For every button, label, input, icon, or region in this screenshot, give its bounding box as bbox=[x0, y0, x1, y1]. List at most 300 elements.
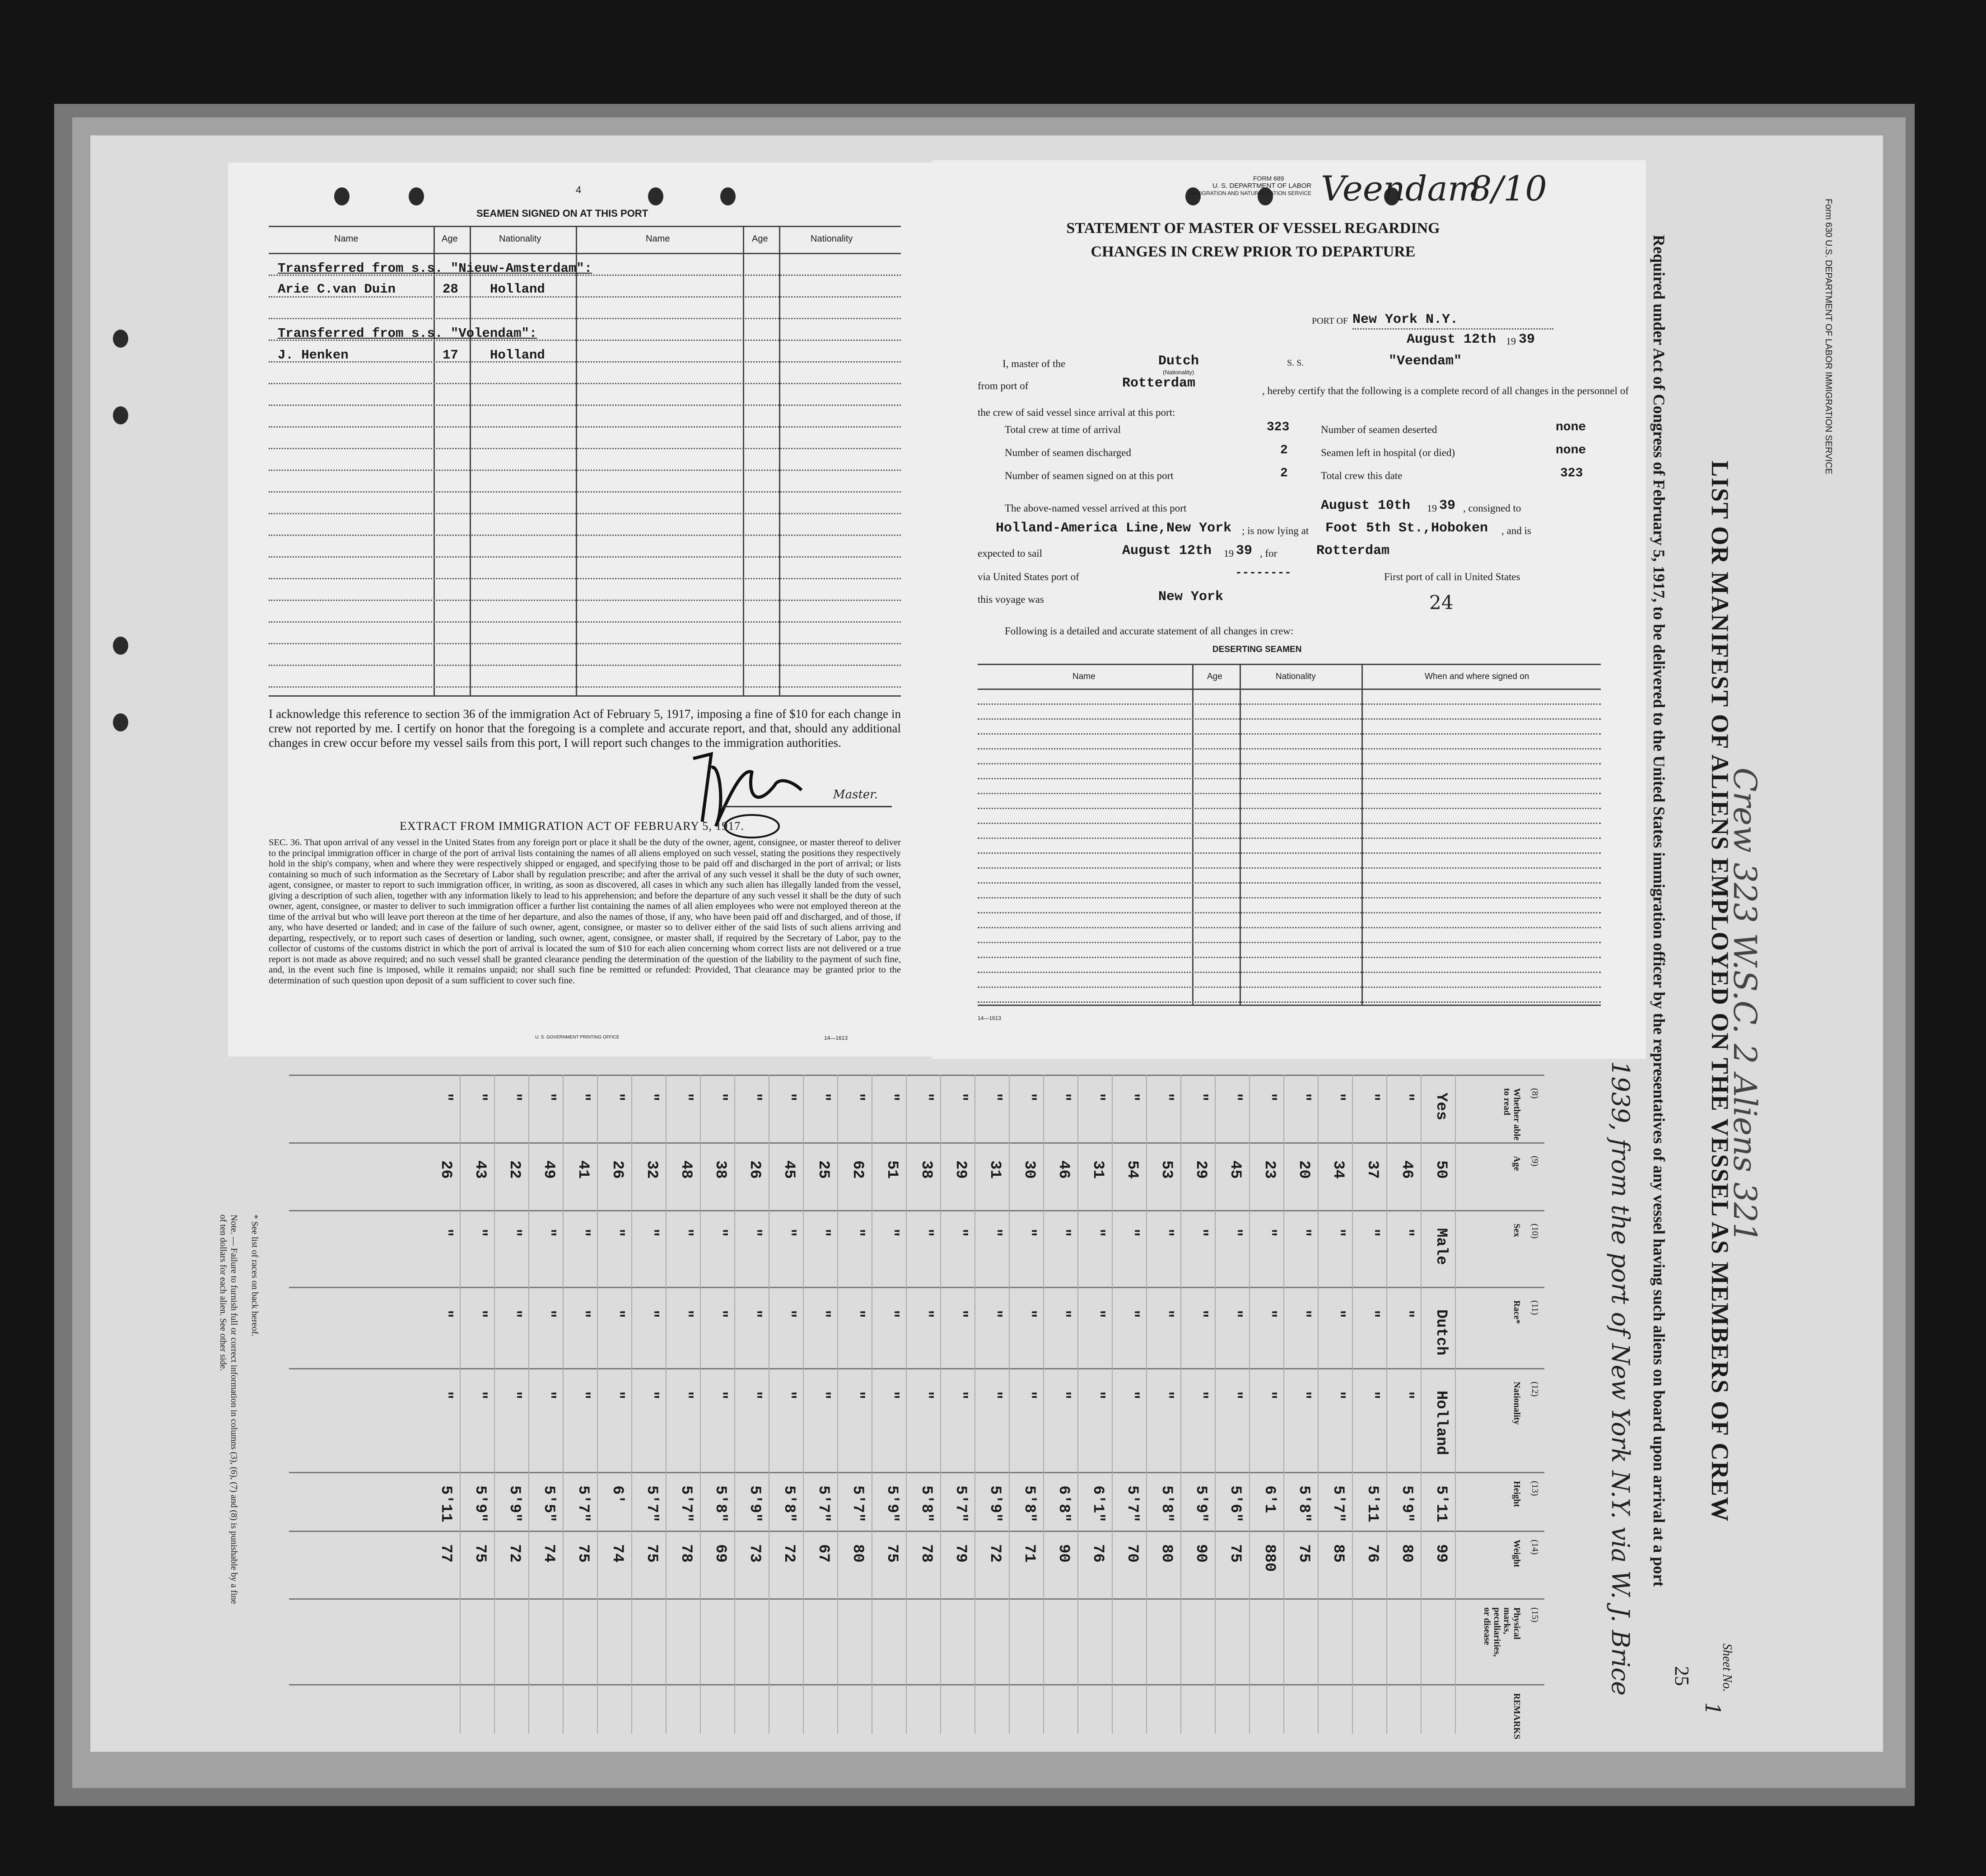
manifest-cell-age: 23 bbox=[1261, 1160, 1278, 1179]
manifest-cell-weight: 75 bbox=[471, 1544, 489, 1563]
manifest-cell-race: " bbox=[609, 1309, 626, 1319]
master-of-label: I, master of the bbox=[1002, 358, 1066, 369]
stat-label: Seamen left in hospital (or died) bbox=[1321, 447, 1455, 458]
manifest-cell-sex: " bbox=[986, 1228, 1003, 1238]
manifest-cell-nat: " bbox=[986, 1391, 1003, 1400]
table-rule bbox=[269, 643, 901, 644]
table-rule bbox=[978, 987, 1601, 988]
stat-label: Number of seamen discharged bbox=[1005, 447, 1131, 458]
manifest-cell-sex: " bbox=[643, 1228, 660, 1238]
manifest-cell-sex: " bbox=[574, 1228, 592, 1238]
sheet-label: Sheet No. bbox=[1720, 1643, 1734, 1692]
manifest-cell-sex: " bbox=[677, 1228, 695, 1238]
manifest-cell-nat: " bbox=[849, 1391, 866, 1400]
table-rule bbox=[978, 733, 1601, 735]
manifest-cell-read: " bbox=[1329, 1093, 1347, 1102]
manifest-cell-height: 5'7" bbox=[849, 1485, 866, 1522]
table-rule bbox=[978, 972, 1601, 973]
manifest-cell-weight: 76 bbox=[1089, 1544, 1106, 1563]
binding-hole bbox=[113, 637, 128, 655]
via-port: -------- bbox=[1235, 566, 1291, 579]
footnote-races: * See list of races on back hereof. bbox=[250, 1215, 260, 1336]
table-rule bbox=[269, 535, 901, 536]
manifest-cell-height: 5'9" bbox=[1192, 1485, 1209, 1522]
manifest-cell-nat: " bbox=[1364, 1391, 1381, 1400]
manifest-header-label: REMARKS bbox=[1512, 1693, 1522, 1740]
footnote-note: Note. — Failure to furnish full or correct information in columns (3), (6), (7) and (8) is punishable by a fine of ten dollars for each alien. See other side. bbox=[218, 1215, 239, 1604]
right-page bbox=[932, 160, 1646, 1059]
manifest-cell-nat: " bbox=[1329, 1391, 1347, 1400]
manifest-cell-sex: " bbox=[609, 1228, 626, 1238]
manifest-cell-race: " bbox=[1055, 1309, 1072, 1319]
manifest-cell-age: 38 bbox=[918, 1160, 935, 1179]
manifest-cell-race: " bbox=[677, 1309, 695, 1319]
manifest-header-num: (13) bbox=[1530, 1481, 1540, 1496]
manifest-cell-age: 34 bbox=[1329, 1160, 1347, 1179]
manifest-header-num: (9) bbox=[1530, 1156, 1540, 1167]
manifest-header-label: Race* bbox=[1512, 1300, 1522, 1324]
manifest-row-rule bbox=[1180, 1075, 1181, 1734]
manifest-cell-height: 5'7" bbox=[952, 1485, 969, 1522]
table-rule bbox=[269, 405, 901, 406]
manifest-cell-age: 26 bbox=[609, 1160, 626, 1179]
arrived-year: 39 bbox=[1439, 498, 1456, 513]
manifest-cell-read: " bbox=[1089, 1093, 1106, 1102]
manifest-cell-race: " bbox=[643, 1309, 660, 1319]
manifest-cell-nat: " bbox=[540, 1391, 557, 1400]
manifest-cell-weight: 72 bbox=[780, 1544, 797, 1563]
manifest-cell-age: 26 bbox=[746, 1160, 763, 1179]
manifest-cell-height: 5'5" bbox=[540, 1485, 557, 1522]
manifest-cell-sex: Male bbox=[1432, 1228, 1450, 1265]
manifest-cell-read: " bbox=[1124, 1093, 1141, 1102]
manifest-cell-weight: 74 bbox=[540, 1544, 557, 1563]
sail-date: August 12th bbox=[1122, 543, 1212, 559]
table-rule bbox=[269, 491, 901, 493]
manifest-column-rule bbox=[289, 1684, 1544, 1685]
table-rule bbox=[978, 912, 1601, 913]
manifest-cell-sex: " bbox=[1089, 1228, 1106, 1238]
manifest-cell-sex: " bbox=[849, 1228, 866, 1238]
port-label: PORT OF bbox=[1312, 316, 1348, 326]
arrived-date: August 10th bbox=[1321, 498, 1411, 513]
manifest-cell-age: 25 bbox=[815, 1160, 832, 1179]
manifest-cell-read: " bbox=[746, 1093, 763, 1102]
stat-label: Number of seamen signed on at this port bbox=[1005, 470, 1174, 481]
manifest-cell-nat: " bbox=[1158, 1391, 1175, 1400]
manifest-cell-read: " bbox=[780, 1093, 797, 1102]
table-rule bbox=[269, 318, 901, 319]
manifest-cell-read: " bbox=[1192, 1093, 1209, 1102]
manifest-cell-age: 50 bbox=[1432, 1160, 1450, 1179]
manifest-header-num: (14) bbox=[1530, 1540, 1540, 1555]
manifest-cell-race: " bbox=[1364, 1309, 1381, 1319]
manifest-row-rule bbox=[1043, 1075, 1044, 1734]
manifest-column-rule bbox=[289, 1075, 1544, 1076]
manifest-cell-sex: " bbox=[1364, 1228, 1381, 1238]
manifest-cell-age: 46 bbox=[1055, 1160, 1072, 1179]
manifest-row-rule bbox=[494, 1075, 495, 1734]
manifest-column-rule bbox=[289, 1368, 1544, 1369]
manifest-cell-weight: 75 bbox=[1226, 1544, 1244, 1563]
nationality-caption: (Nationality) bbox=[1163, 369, 1194, 376]
section-heading: SEAMEN SIGNED ON AT THIS PORT bbox=[476, 208, 648, 219]
manifest-cell-nat: " bbox=[1226, 1391, 1244, 1400]
manifest-cell-age: 32 bbox=[643, 1160, 660, 1179]
handwritten-date: 8/10 bbox=[1470, 168, 1547, 209]
sail-year-prefix: 19 bbox=[1224, 548, 1234, 559]
manifest-cell-weight: 75 bbox=[643, 1544, 660, 1563]
manifest-cell-race: " bbox=[849, 1309, 866, 1319]
manifest-header-label: Age bbox=[1512, 1156, 1522, 1171]
manifest-cell-sex: " bbox=[883, 1228, 900, 1238]
table-rule bbox=[978, 763, 1601, 764]
manifest-header-num: (8) bbox=[1530, 1088, 1540, 1099]
manifest-cell-age: 43 bbox=[471, 1160, 489, 1179]
manifest-cell-read: " bbox=[643, 1093, 660, 1102]
manifest-cell-height: 5'9" bbox=[1398, 1485, 1415, 1522]
manifest-cell-height: 5'9" bbox=[746, 1485, 763, 1522]
manifest-cell-height: 5'6" bbox=[1226, 1485, 1244, 1522]
certify-text: , hereby certify that the following is a complete record of all changes in the personnel of the crew of said vessel since arrival at this port: bbox=[978, 385, 1629, 418]
from-port-label: from port of bbox=[978, 380, 1029, 391]
manifest-row-rule bbox=[734, 1075, 735, 1734]
punch-hole bbox=[334, 187, 350, 205]
manifest-cell-race: " bbox=[1295, 1309, 1312, 1319]
table-rule bbox=[269, 513, 901, 514]
manifest-row-rule bbox=[1283, 1075, 1284, 1734]
manifest-cell-sex: " bbox=[1192, 1228, 1209, 1238]
manifest-cell-read: " bbox=[471, 1093, 489, 1102]
manifest-cell-race: " bbox=[883, 1309, 900, 1319]
manifest-cell-weight: 73 bbox=[746, 1544, 763, 1563]
table-rule bbox=[978, 823, 1601, 824]
manifest-cell-age: 54 bbox=[1124, 1160, 1141, 1179]
manifest-cell-read: " bbox=[883, 1093, 900, 1102]
manifest-row-rule bbox=[563, 1075, 564, 1734]
deserting-seamen-table bbox=[978, 664, 1601, 1005]
manifest-cell-height: 5'11 bbox=[1364, 1485, 1381, 1522]
stat-value: 2 bbox=[1280, 466, 1288, 480]
manifest-cell-read: " bbox=[1261, 1093, 1278, 1102]
table-rule bbox=[978, 838, 1601, 839]
service: IMMIGRATION AND NATURALIZATION SERVICE bbox=[1190, 190, 1312, 196]
table-rule bbox=[269, 470, 901, 471]
manifest-header-label: Weight bbox=[1512, 1540, 1522, 1568]
col-header-nationality-2: Nationality bbox=[811, 234, 853, 244]
manifest-cell-age: 29 bbox=[1192, 1160, 1209, 1179]
manifest-cell-age: 30 bbox=[1021, 1160, 1038, 1179]
form-number: FORM 689 bbox=[1253, 175, 1284, 182]
manifest-cell-age: 31 bbox=[986, 1160, 1003, 1179]
manifest-cell-height: 6'1 bbox=[1261, 1485, 1278, 1513]
manifest-form-block bbox=[1823, 199, 1833, 334]
manifest-cell-height: 5'7" bbox=[677, 1485, 695, 1522]
manifest-cell-weight: 74 bbox=[609, 1544, 626, 1563]
punch-hole bbox=[720, 187, 736, 205]
manifest-cell-read: " bbox=[1055, 1093, 1072, 1102]
following-label: Following is a detailed and accurate statement of all changes in crew: bbox=[1005, 625, 1294, 637]
manifest-cell-height: 5'8" bbox=[780, 1485, 797, 1522]
manifest-cell-read: Yes bbox=[1432, 1093, 1450, 1121]
form-code: 14—1613 bbox=[824, 1035, 848, 1041]
manifest-cell-race: " bbox=[815, 1309, 832, 1319]
manifest-cell-weight: 880 bbox=[1261, 1544, 1278, 1572]
manifest-cell-weight: 77 bbox=[437, 1544, 454, 1563]
manifest-cell-race: " bbox=[1261, 1309, 1278, 1319]
table-rule bbox=[269, 621, 901, 623]
handwritten-margin-note: Crew 323 W.S.C. 2 Aliens 321 bbox=[1726, 768, 1763, 1243]
manifest-cell-nat: " bbox=[952, 1391, 969, 1400]
table-rule bbox=[269, 556, 901, 558]
manifest-cell-race: " bbox=[437, 1309, 454, 1319]
manifest-cell-height: 5'9" bbox=[471, 1485, 489, 1522]
manifest-cell-weight: 80 bbox=[1158, 1544, 1175, 1563]
manifest-cell-sex: " bbox=[746, 1228, 763, 1238]
manifest-cell-nat: " bbox=[1021, 1391, 1038, 1400]
printer-line: U. S. GOVERNMENT PRINTING OFFICE bbox=[535, 1035, 620, 1040]
manifest-cell-sex: " bbox=[1295, 1228, 1312, 1238]
manifest-cell-age: 37 bbox=[1364, 1160, 1381, 1179]
manifest-cell-nat: " bbox=[1398, 1391, 1415, 1400]
manifest-cell-age: 45 bbox=[780, 1160, 797, 1179]
manifest-cell-height: 5'11 bbox=[1432, 1485, 1450, 1522]
manifest-cell-weight: 79 bbox=[952, 1544, 969, 1563]
stat-value: none bbox=[1556, 420, 1586, 434]
manifest-cell-read: " bbox=[574, 1093, 592, 1102]
manifest-cell-race: " bbox=[1021, 1309, 1038, 1319]
stat-value: 323 bbox=[1267, 420, 1290, 434]
table-rule bbox=[978, 927, 1601, 928]
binding-hole bbox=[113, 406, 128, 424]
manifest-cell-nat: Holland bbox=[1432, 1391, 1450, 1455]
manifest-cell-height: 5'7" bbox=[574, 1485, 592, 1522]
manifest-cell-sex: " bbox=[1021, 1228, 1038, 1238]
manifest-header-num: (15) bbox=[1530, 1607, 1540, 1623]
manifest-cell-race: " bbox=[506, 1309, 523, 1319]
manifest-cell-height: 5'7" bbox=[815, 1485, 832, 1522]
manifest-cell-read: " bbox=[1364, 1093, 1381, 1102]
manifest-cell-weight: 75 bbox=[574, 1544, 592, 1563]
manifest-cell-age: 62 bbox=[849, 1160, 866, 1179]
punch-hole bbox=[409, 187, 424, 205]
manifest-cell-weight: 72 bbox=[506, 1544, 523, 1563]
table-rule bbox=[978, 778, 1601, 779]
manifest-cell-weight: 78 bbox=[918, 1544, 935, 1563]
manifest-cell-read: " bbox=[1295, 1093, 1312, 1102]
manifest-cell-nat: " bbox=[1261, 1391, 1278, 1400]
manifest-row-rule bbox=[1077, 1075, 1078, 1734]
sail-year: 39 bbox=[1236, 543, 1253, 559]
manifest-row-rule bbox=[1112, 1075, 1113, 1734]
table-rule bbox=[269, 600, 901, 601]
master-label: Master. bbox=[833, 788, 878, 801]
voyage-port: New York bbox=[1158, 589, 1224, 605]
table-row-name: J. Henken bbox=[278, 348, 349, 363]
manifest-header-num: (11) bbox=[1530, 1300, 1540, 1315]
manifest-cell-race: " bbox=[1226, 1309, 1244, 1319]
table-rule bbox=[978, 718, 1601, 720]
manifest-cell-weight: 67 bbox=[815, 1544, 832, 1563]
extract-text: SEC. 36. That upon arrival of any vessel in the United States from any foreign port or place it shall be the duty of the owner, agent, consignee, or master thereof to deliver to the principal immigration officer in charge of the port of arrival lists containing the names of all aliens employed on such vessel, stating the positions they respectively hold in the ship's company, when and where they were respectively shipped or engaged, and specifying those to be paid off and discharged in the port of arrival; or lists containing so much of such information as the Secretary of Labor shall by regulation prescribe; and after the arrival of any such vessel it shall be the duty of such owner, agent, consignee, or master to report to such immigration officer, in writing, as soon as discovered, all cases in which any such alien has illegally landed from the vessel, giving a description of such alien, together with any information likely to lead to his apprehension; and before the departure of any such vessel it shall be the duty of such owner, agent, consignee, or master to deliver to such immigration officer a further list containing the names of all alien employees who were not employed thereon at the time of the arrival but who will leave port thereon at the time of her departure, and also the names of those, if any, who have been paid off and discharged, and of those, if any, who have deserted or landed; and in case of the failure of such owner, agent, consignee, or master so to deliver either of the said lists of such aliens arriving and departing, respectively, or to report such cases of desertion or landing, such owner, agent, consignee, or master shall, if required by the Secretary of Labor, pay to the collector of customs of the customs district in which the port of arrival is located the sum of $10 for each alien concerning whom correct lists are not delivered or a true report is not made as above required; and no such vessel shall be granted clearance pending the determination of the question of the liability to the payment of such fine, and, in the event such fine is imposed, while it remains unpaid; nor shall such fine be remitted or refunded: Provided, That clearance may be granted prior to the determination of such question upon deposit of a sum sufficient to cover such fine. bbox=[269, 838, 901, 986]
manifest-cell-sex: " bbox=[1329, 1228, 1347, 1238]
year-prefix: 19 bbox=[1506, 335, 1516, 347]
punch-hole bbox=[648, 187, 663, 205]
manifest-cell-race: " bbox=[780, 1309, 797, 1319]
manifest-cell-race: " bbox=[712, 1309, 729, 1319]
manifest-header-num: (10) bbox=[1530, 1224, 1540, 1239]
manifest-page-number: 25 bbox=[1671, 1666, 1693, 1686]
table-rule bbox=[269, 686, 901, 688]
manifest-cell-height: 5'8" bbox=[1158, 1485, 1175, 1522]
manifest-cell-nat: " bbox=[609, 1391, 626, 1400]
manifest-cell-height: 5'8" bbox=[1295, 1485, 1312, 1522]
manifest-cell-read: " bbox=[437, 1093, 454, 1102]
expected-label: expected to sail bbox=[978, 548, 1043, 559]
stat-label: Total crew at time of arrival bbox=[1005, 424, 1121, 435]
manifest-row-rule bbox=[460, 1075, 461, 1734]
manifest-cell-sex: " bbox=[1158, 1228, 1175, 1238]
binding-hole bbox=[113, 713, 128, 731]
manifest-cell-sex: " bbox=[952, 1228, 969, 1238]
manifest-cell-race: " bbox=[1158, 1309, 1175, 1319]
manifest-cell-read: " bbox=[1158, 1093, 1175, 1102]
table-rule bbox=[978, 882, 1601, 884]
extract-title: EXTRACT FROM IMMIGRATION ACT OF FEBRUARY 5, 1917. bbox=[400, 819, 744, 833]
manifest-cell-height: 5'7" bbox=[1124, 1485, 1141, 1522]
manifest-cell-nat: " bbox=[574, 1391, 592, 1400]
manifest-cell-race: " bbox=[471, 1309, 489, 1319]
manifest-cell-age: 53 bbox=[1158, 1160, 1175, 1179]
manifest-cell-nat: " bbox=[506, 1391, 523, 1400]
arrived-year-prefix: 19 bbox=[1427, 503, 1437, 514]
manifest-cell-weight: 69 bbox=[712, 1544, 729, 1563]
manifest-row-rule bbox=[1318, 1075, 1319, 1734]
manifest-cell-age: 46 bbox=[1398, 1160, 1415, 1179]
manifest-cell-nat: " bbox=[1295, 1391, 1312, 1400]
manifest-cell-nat: " bbox=[780, 1391, 797, 1400]
manifest-grid bbox=[289, 1075, 1544, 1734]
manifest-cell-read: " bbox=[918, 1093, 935, 1102]
manifest-cell-sex: " bbox=[1261, 1228, 1278, 1238]
manifest-cell-read: " bbox=[1226, 1093, 1244, 1102]
manifest-header-label: Whether able to read bbox=[1502, 1088, 1522, 1140]
manifest-row-rule bbox=[906, 1075, 907, 1734]
table-rule bbox=[978, 748, 1601, 749]
manifest-cell-age: 45 bbox=[1226, 1160, 1244, 1179]
manifest-row-rule bbox=[528, 1075, 529, 1734]
manifest-header-label: Height bbox=[1512, 1481, 1522, 1507]
manifest-header-label: Nationality bbox=[1512, 1382, 1522, 1425]
manifest-cell-height: 5'8" bbox=[918, 1485, 935, 1522]
table-rule bbox=[269, 665, 901, 666]
manifest-cell-height: 5'9" bbox=[883, 1485, 900, 1522]
manifest-cell-weight: 72 bbox=[986, 1544, 1003, 1563]
manifest-cell-race: " bbox=[746, 1309, 763, 1319]
table-rule bbox=[269, 426, 901, 428]
page-number: 4 bbox=[576, 184, 582, 196]
table-rule bbox=[269, 578, 901, 579]
manifest-cell-sex: " bbox=[471, 1228, 489, 1238]
table-row-note: Transferred from s.s. "Volendam": bbox=[278, 326, 537, 341]
manifest-cell-nat: " bbox=[918, 1391, 935, 1400]
manifest-cell-nat: " bbox=[1124, 1391, 1141, 1400]
manifest-cell-weight: 78 bbox=[677, 1544, 695, 1563]
manifest-cell-height: 5'11 bbox=[437, 1485, 454, 1522]
port-value: New York N.Y. bbox=[1352, 312, 1459, 327]
manifest-cell-sex: " bbox=[1226, 1228, 1244, 1238]
via-label: via United States port of bbox=[978, 571, 1079, 582]
table-rule bbox=[269, 448, 901, 449]
manifest-cell-nat: " bbox=[746, 1391, 763, 1400]
handwritten-ship-name: Veendam bbox=[1321, 168, 1480, 209]
manifest-cell-height: 5'9" bbox=[506, 1485, 523, 1522]
manifest-row-rule bbox=[1352, 1075, 1353, 1734]
manifest-cell-height: 6'8" bbox=[1055, 1485, 1072, 1522]
vessel-name: "Veendam" bbox=[1389, 354, 1462, 369]
col-header-name: Name bbox=[1072, 672, 1096, 681]
manifest-cell-sex: " bbox=[437, 1228, 454, 1238]
manifest-cell-weight: 70 bbox=[1124, 1544, 1141, 1563]
manifest-cell-nat: " bbox=[643, 1391, 660, 1400]
manifest-cell-read: " bbox=[1398, 1093, 1415, 1102]
first-port-label: First port of call in United States bbox=[1384, 571, 1520, 582]
form-code: 14—1613 bbox=[978, 1015, 1002, 1021]
manifest-row-rule bbox=[940, 1075, 941, 1734]
department: U. S. DEPARTMENT OF LABOR bbox=[1212, 182, 1312, 190]
stat-value: 2 bbox=[1280, 443, 1288, 457]
manifest-cell-nat: " bbox=[1192, 1391, 1209, 1400]
manifest-cell-nat: " bbox=[815, 1391, 832, 1400]
table-row-nationality: Holland bbox=[490, 348, 545, 363]
manifest-row-rule bbox=[631, 1075, 632, 1734]
manifest-title: LIST OR MANIFEST OF ALIENS EMPLOYED ON THE VESSEL AS MEMBERS OF CREW bbox=[1706, 461, 1734, 1522]
manifest-cell-nat: " bbox=[1089, 1391, 1106, 1400]
manifest-cell-nat: " bbox=[712, 1391, 729, 1400]
manifest-cell-race: " bbox=[1089, 1309, 1106, 1319]
manifest-row-rule bbox=[666, 1075, 667, 1734]
manifest-column-rule bbox=[289, 1142, 1544, 1144]
col-header-nationality: Nationality bbox=[1276, 672, 1316, 681]
manifest-cell-race: Dutch bbox=[1432, 1309, 1450, 1356]
manifest-cell-race: " bbox=[952, 1309, 969, 1319]
manifest-cell-age: 20 bbox=[1295, 1160, 1312, 1179]
manifest-cell-read: " bbox=[952, 1093, 969, 1102]
manifest-row-rule bbox=[1146, 1075, 1147, 1734]
table-rule bbox=[978, 808, 1601, 809]
manifest-cell-read: " bbox=[609, 1093, 626, 1102]
manifest-cell-height: 5'8" bbox=[712, 1485, 729, 1522]
manifest-column-rule bbox=[289, 1598, 1544, 1600]
manifest-cell-weight: 71 bbox=[1021, 1544, 1038, 1563]
sheet-number: 1 bbox=[1701, 1702, 1725, 1716]
manifest-cell-age: 29 bbox=[952, 1160, 969, 1179]
manifest-cell-race: " bbox=[1192, 1309, 1209, 1319]
manifest-row-rule bbox=[1249, 1075, 1250, 1734]
manifest-cell-nat: " bbox=[677, 1391, 695, 1400]
table-row-age: 28 bbox=[443, 282, 458, 297]
manifest-cell-race: " bbox=[1329, 1309, 1347, 1319]
col-header-nationality: Nationality bbox=[499, 234, 541, 244]
table-rule bbox=[978, 793, 1601, 794]
left-page bbox=[228, 163, 937, 1057]
manifest-row-rule bbox=[1009, 1075, 1010, 1734]
manifest-row-rule bbox=[597, 1075, 598, 1734]
for-label: , for bbox=[1260, 548, 1277, 559]
table-rule bbox=[978, 942, 1601, 943]
manifest-cell-age: 22 bbox=[506, 1160, 523, 1179]
manifest-column-rule bbox=[289, 1210, 1544, 1211]
